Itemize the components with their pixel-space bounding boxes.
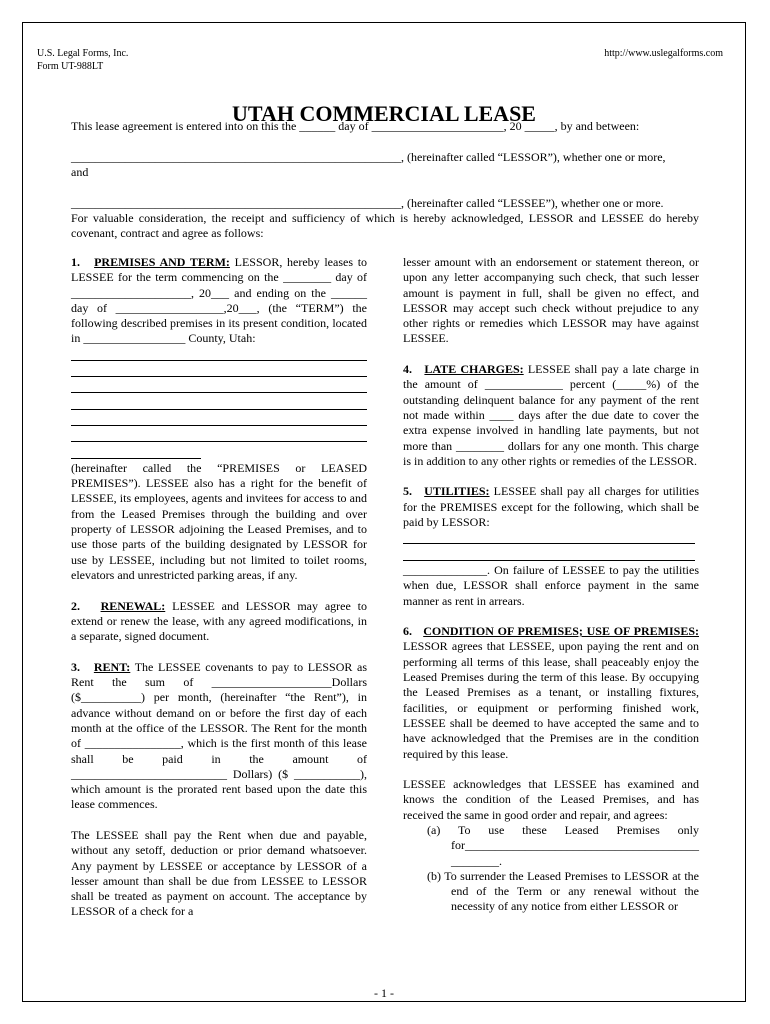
section-1-body: LESSOR, hereby leases to LESSEE for the term commencing on the ________ day of ____________________, 20___ and ending on the ______ day of __________________,20___, (the “TERM”) the following described premises in its present condition, located in _________________ County, Utah: xyxy=(71,255,368,346)
document-title: UTAH COMMERCIAL LEASE xyxy=(232,101,536,126)
premises-blank-line xyxy=(71,396,367,410)
section-1-heading: PREMISES AND TERM: xyxy=(94,255,230,269)
premises-blank-line xyxy=(71,347,367,361)
section-5 xyxy=(403,484,699,530)
section-3-body: The LESSEE covenants to pay to LESSOR as Rent the sum of ____________________Dollars ($__________) per month, (hereinafter “the Rent”), in advance without demand on or before the first day of each month at the office of the LESSOR. The Rent for the month of ________________, which is the first month of this lease shall be paid in the amount of __________________________ Dollars) ($ ___________), which amount is the prorated rent based upon the date this lease commences. xyxy=(71,659,367,812)
utilities-blank-line xyxy=(403,547,695,561)
premises-blank-line xyxy=(71,445,201,459)
header-left xyxy=(37,47,128,73)
section-3 xyxy=(71,660,367,813)
section-4 xyxy=(403,362,699,469)
lessee-line: _______________________________________________________, (hereinafter called “LESSEE”), whether one or more. xyxy=(71,196,664,210)
section-5-number: 5. xyxy=(403,484,412,499)
section-1-number: 1. xyxy=(71,255,80,269)
document-page xyxy=(22,22,746,1002)
section-2-number: 2. xyxy=(71,598,80,613)
left-column xyxy=(71,255,367,920)
section-4-body: LESSEE shall pay a late charge in the amount of _____________ percent (_____%) of the outstanding delinquent balance for any payment of the rent not made within ____ days after the due date to cover the extra expense involved in handling late payments, but not more than ________ dollars for any one month. This charge is in addition to any other rights or remedies of the LESSOR. xyxy=(403,362,700,468)
and-line: and xyxy=(71,165,89,179)
header-url[interactable]: http://www.uslegalforms.com xyxy=(604,48,723,59)
section-5-after: ______________. On failure of LESSEE to pay the utilities when due, LESSOR shall enforce payment in the same manner as rent in arrears. xyxy=(403,562,699,608)
premises-blank-line xyxy=(71,428,367,442)
lessor-line: _______________________________________________________, (hereinafter called “LESSOR”), whether one or more, xyxy=(71,150,666,164)
premises-blank-line xyxy=(71,412,367,426)
section-2-body: LESSEE and LESSOR may agree to extend or renew the lease, with any agreed modifications, in a separate, signed document. xyxy=(71,598,368,644)
intro-line: This lease agreement is entered into on this the ______ day of ______________________, 20 _____, by and between: xyxy=(71,119,640,133)
section-6-number: 6. xyxy=(403,624,412,639)
section-2 xyxy=(71,599,367,645)
form-id: Form UT-988LT xyxy=(37,61,104,72)
section-6-body: LESSOR agrees that LESSEE, upon paying the rent and on performing all terms of this lease, shall peaceably enjoy the Leased Premises during the term of this lease. By occupying the Leased Premises as a tenant, or installing fixtures, facilities, or equipment or performing finished work, LESSEE shall be deemed to have accepted the same and to have acknowledged that the Premises are in the condition required by this lease. xyxy=(403,639,699,761)
section-3-number: 3. xyxy=(71,659,80,674)
list-item-a: (a) To use these Leased Premises only for_______________________________________ ________. xyxy=(427,822,699,868)
consideration-paragraph: For valuable consideration, the receipt and sufficiency of which is hereby acknowledged, LESSOR and LESSEE do hereby covenant, contract and agree as follows: xyxy=(71,211,699,241)
section-4-number: 4. xyxy=(403,362,412,377)
section-3-heading: RENT: xyxy=(93,659,131,674)
section-6 xyxy=(403,624,699,762)
page-number: - 1 - xyxy=(374,986,394,1000)
section-1-after: (hereinafter called the “PREMISES or LEASED PREMISES”). LESSEE also has a right for the benefit of LESSEE, its employees, agents and invitees for access to and from the Leased Premises through the building and over property of LESSOR adjoining the Leased Premises, and to use those parts of the building designated by LESSOR for use by LESSEE, including but not limited to toilet rooms, elevators and unrestricted parking areas, if any. xyxy=(71,460,367,582)
section-2-heading: RENEWAL: xyxy=(100,598,166,613)
section-5-heading: UTILITIES: xyxy=(424,484,490,499)
section-4-heading: LATE CHARGES: xyxy=(424,362,524,377)
premises-blank-line xyxy=(71,363,367,377)
section-3-paragraph-2: The LESSEE shall pay the Rent when due and payable, without any setoff, deduction or prior demand whatsoever. Any payment by LESSEE or acceptance by LESSOR of a lesser amount than shall be due from LESSEE to LESSOR shall be treated as payment on account. The acceptance by LESSOR of a check for a xyxy=(71,827,367,919)
section-3-continuation: lesser amount with an endorsement or statement thereon, or upon any letter accompanying such check, that such lesser amount is payment in full, shall be given no effect, and LESSOR may accept such check without prejudice to any other rights or remedies which LESSOR may have against LESSEE. xyxy=(403,255,699,346)
right-column xyxy=(403,255,699,915)
utilities-blank-line xyxy=(403,530,695,544)
list-item-b: (b) To surrender the Leased Premises to LESSOR at the end of the Term or any renewal without the necessity of any notice from either LESSOR or xyxy=(427,868,699,914)
section-6-heading: CONDITION OF PREMISES; USE OF PREMISES: xyxy=(423,624,699,639)
section-6-paragraph-2: LESSEE acknowledges that LESSEE has examined and knows the condition of the Leased Premises, and has received the same in good order and repair, and agrees: xyxy=(403,777,699,822)
premises-blank-line xyxy=(71,379,367,393)
company-name: U.S. Legal Forms, Inc. xyxy=(37,48,129,59)
section-5-body: LESSEE shall pay all charges for utilities for the PREMISES except for the following, which shall be paid by LESSOR: xyxy=(403,484,700,530)
section-1 xyxy=(71,255,367,347)
